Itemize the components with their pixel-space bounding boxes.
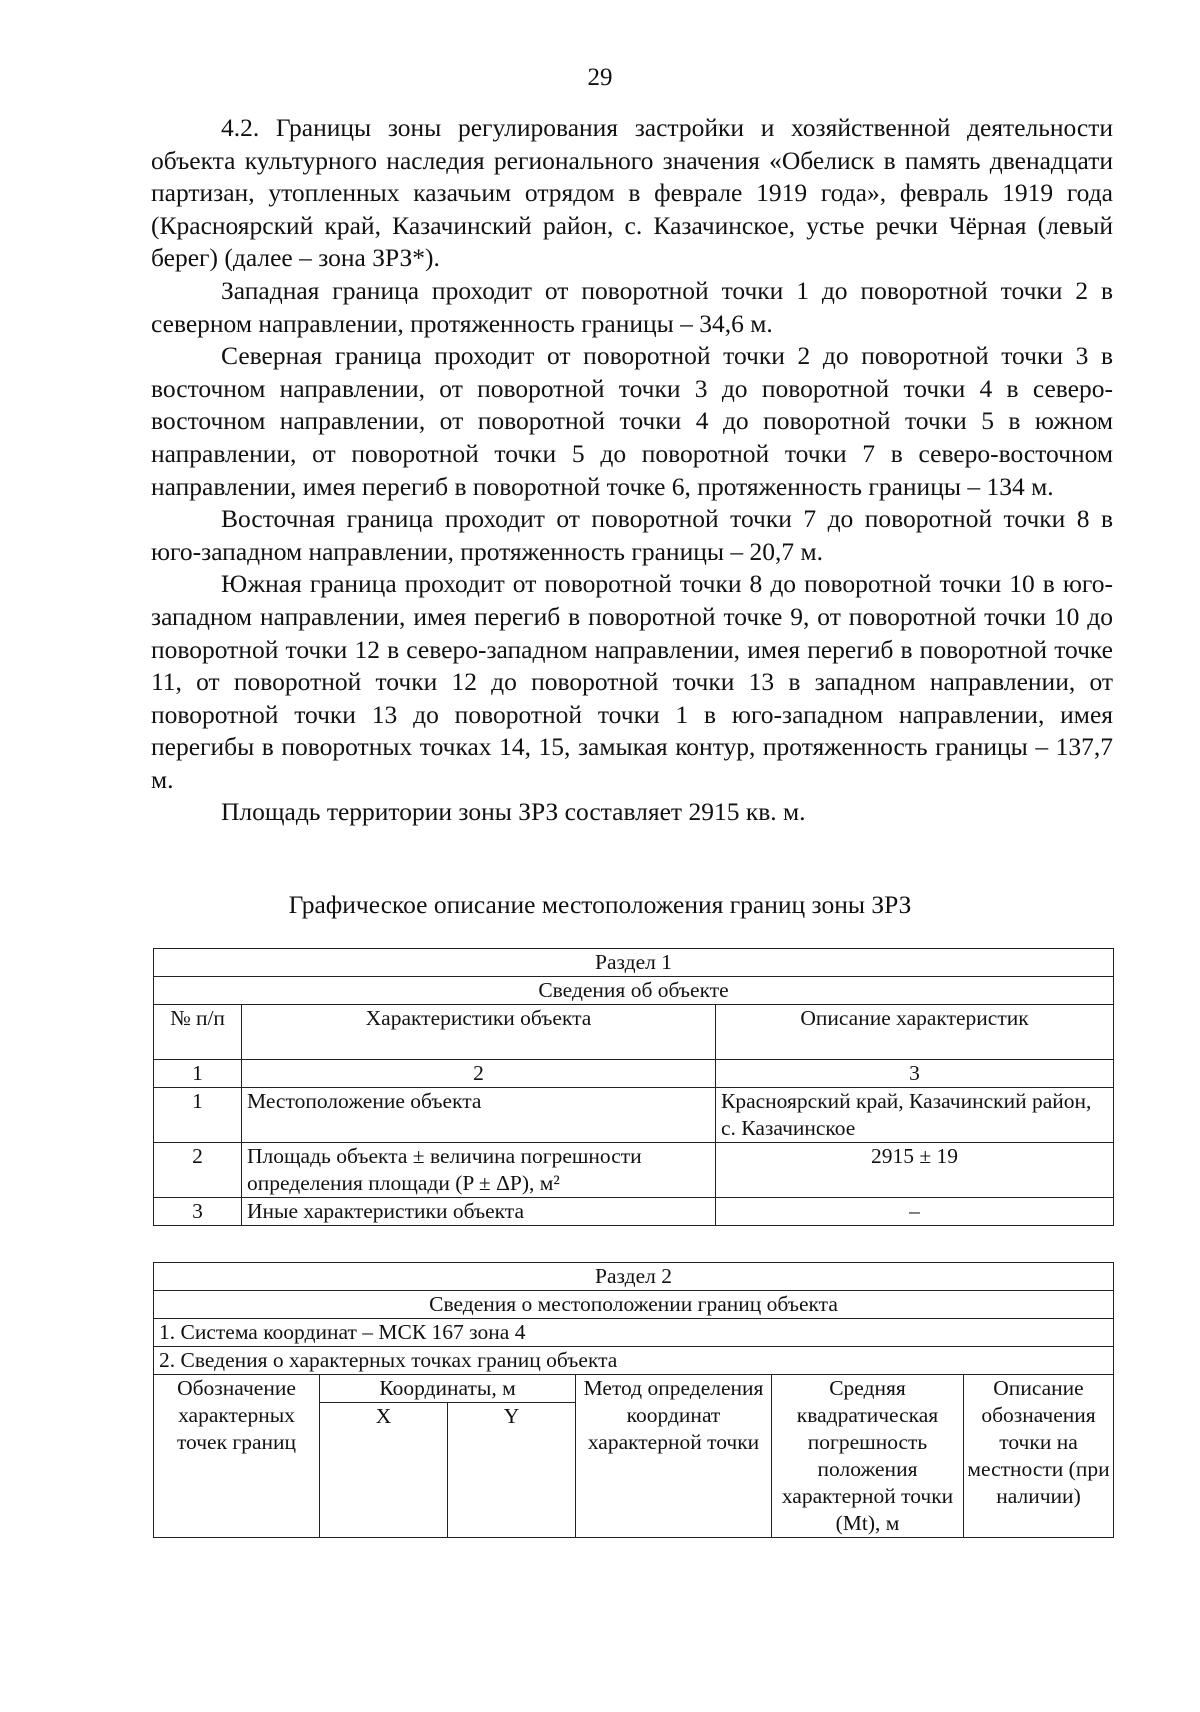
row-characteristic: Иные характеристики объекта <box>242 1198 716 1226</box>
paragraph-north-border: Северная граница проходит от поворотной точки 2 до поворотной точки 3 в восточном направлении, от поворотной точки 3 до поворотной точки 4 в северо-восточном направлении, от поворотной точки 4 до поворотной точки 5 в южном направлении, от поворотной точки 5 до поворотной точки 7 в северо-восточном направлении, имея перегиб в поворотной точке 6, протяженность границы – 134 м. <box>151 341 1113 501</box>
table-row <box>154 1198 1114 1226</box>
section2-table <box>153 1262 1114 1538</box>
paragraph-east-border: Восточная граница проходит от поворотной точки 7 до поворотной точки 8 в юго-западном направлении, протяженность границы – 20,7 м. <box>151 504 1113 566</box>
section2-subtitle: Сведения о местоположении границ объекта <box>154 1291 1114 1319</box>
section2-subtitle-row <box>154 1291 1114 1319</box>
row-description: 2915 ± 19 <box>716 1143 1114 1198</box>
row-number: 3 <box>154 1198 242 1226</box>
section1-header-row <box>154 1005 1114 1060</box>
section1-colnum-row <box>154 1060 1114 1088</box>
row-number: 2 <box>154 1143 242 1198</box>
col-number-3: 3 <box>716 1060 1114 1088</box>
header-point-description: Описание обозначения точки на местности (при наличии) <box>964 1375 1114 1538</box>
row-characteristic: Площадь объекта ± величина погрешности определения площади (P ± ΔP), м² <box>242 1143 716 1198</box>
header-coordinates: Координаты, м <box>320 1375 576 1403</box>
header-method: Метод определения координат характерной точки <box>576 1375 772 1538</box>
col-number-1: 1 <box>154 1060 242 1088</box>
header-designation: Обозначение характерных точек границ <box>154 1375 320 1538</box>
body-text <box>151 112 1113 829</box>
table-row <box>154 1143 1114 1198</box>
row-description: Красноярский край, Казачинский район, с. Казачинское <box>716 1088 1114 1143</box>
header-error: Средняя квадратическая погрешность положения характерной точки (Mt), м <box>772 1375 964 1538</box>
header-number: № п/п <box>154 1005 242 1060</box>
header-description: Описание характеристик <box>716 1005 1114 1060</box>
coord-system: 1. Система координат – МСК 167 зона 4 <box>154 1319 1114 1347</box>
header-y: Y <box>448 1403 576 1538</box>
header-characteristic: Характеристики объекта <box>242 1005 716 1060</box>
section2-title: Раздел 2 <box>154 1263 1114 1291</box>
row-number: 1 <box>154 1088 242 1143</box>
page-number: 29 <box>587 64 613 91</box>
section1-subtitle: Сведения об объекте <box>154 977 1114 1005</box>
section1-title: Раздел 1 <box>154 949 1114 977</box>
section1-subtitle-row <box>154 977 1114 1005</box>
header-x: X <box>320 1403 448 1538</box>
paragraph-west-border: Западная граница проходит от поворотной точки 1 до поворотной точки 2 в северном направлении, протяженность границы – 34,6 м. <box>151 275 1113 338</box>
paragraph-south-border: Южная граница проходит от поворотной точки 8 до поворотной точки 10 в юго-западном направлении, имея перегиб в поворотной точке 9, от поворотной точки 10 до поворотной точки 12 в северо-западном направлении, имея перегиб в поворотной точке 11, от поворотной точки 12 до поворотной точки 13 в западном направлении, от поворотной точки 13 до поворотной точки 1 в юго-западном направлении, имея перегибы в поворотных точках 14, 15, замыкая контур, протяженность границы – 137,7 м. <box>151 569 1113 794</box>
table-caption: Графическое описание местоположения границ зоны ЗРЗ <box>288 890 912 919</box>
row-description: – <box>716 1198 1114 1226</box>
row-characteristic: Местоположение объекта <box>242 1088 716 1143</box>
table-row <box>154 1088 1114 1143</box>
section2-title-row <box>154 1263 1114 1291</box>
section2-header-row <box>154 1375 1114 1403</box>
col-number-2: 2 <box>242 1060 716 1088</box>
section1-title-row <box>154 949 1114 977</box>
section1-table <box>153 948 1114 1226</box>
paragraph-zone-definition: 4.2. Границы зоны регулирования застройки и хозяйственной деятельности объекта культурного наследия регионального значения «Обелиск в память двенадцати партизан, утопленных казачьим отрядом в феврале 1919 года», февраль 1919 года (Красноярский край, Казачинский район, с. Казачинское, устье речки Чёрная (левый берег) (далее – зона ЗРЗ*). <box>151 113 1113 273</box>
points-heading: 2. Сведения о характерных точках границ объекта <box>154 1347 1114 1375</box>
paragraph-area: Площадь территории зоны ЗРЗ составляет 2915 кв. м. <box>221 797 806 827</box>
points-heading-row <box>154 1347 1114 1375</box>
coord-system-row <box>154 1319 1114 1347</box>
